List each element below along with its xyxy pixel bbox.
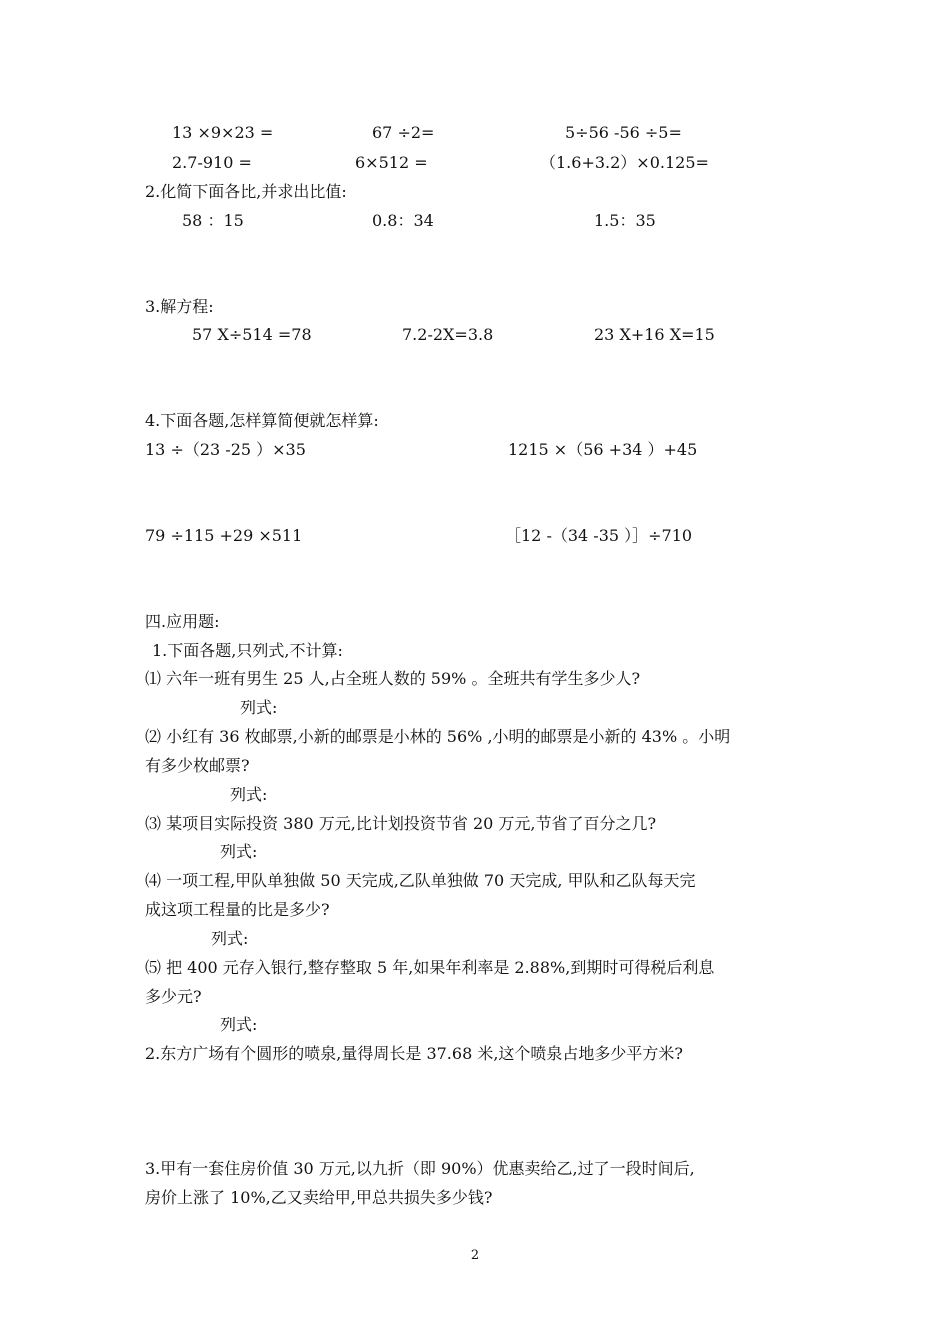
page-number: 2 [470,1248,480,1263]
problem-4-line-1: ⑷ 一项工程,甲队单独做 50 天完成,乙队单独做 70 天完成, 甲队和乙队每天完 [145,871,696,890]
application-q2: 2.东方广场有个圆形的喷泉,量得周长是 37.68 米,这个喷泉占地多少平方米? [145,1044,683,1063]
calc-1-2: 67 ÷2= [372,123,435,142]
simplify-3: 79 ÷115 +29 ×511 [145,526,303,545]
section4-title: 四.应用题: [145,612,220,631]
problem-5-line-2: 多少元? [145,987,202,1006]
problem-2-line-1: ⑵ 小红有 36 枚邮票,小新的邮票是小林的 56% ,小明的邮票是小新的 43% 。小明 [145,727,731,746]
problem-4-line-2: 成这项工程量的比是多少? [145,900,330,919]
section4-sub1-title: 1.下面各题,只列式,不计算: [152,641,343,660]
application-q3-line-1: 3.甲有一套住房价值 30 万元,以九折（即 90%）优惠卖给乙,过了一段时间后, [145,1159,695,1178]
problem-5-line-1: ⑸ 把 400 元存入银行,整存整取 5 年,如果年利率是 2.88%,到期时可得税后利息 [145,958,715,977]
simplify-2: 1215 ×（56 +34 ）+45 [508,440,698,459]
simplify-1: 13 ÷（23 -25 ）×35 [145,440,306,459]
problem-5-answer-label: 列式: [220,1015,258,1034]
ratio-1: 58 ：15 [182,211,244,230]
ratio-2: 0.8：34 [372,211,434,230]
application-q3-line-2: 房价上涨了 10%,乙又卖给甲,甲总共损失多少钱? [145,1188,493,1207]
problem-1-answer-label: 列式: [240,698,278,717]
equation-3: 23 X+16 X=15 [594,325,715,344]
q2-title: 2.化简下面各比,并求出比值: [145,182,347,201]
calc-1-3: 5÷56 -56 ÷5= [565,123,682,142]
problem-2-answer-label: 列式: [230,785,268,804]
problem-1-line-1: ⑴ 六年一班有男生 25 人,占全班人数的 59% 。全班共有学生多少人? [145,669,641,688]
simplify-4: ［12 -（34 -35 ）］÷710 [505,526,693,545]
problem-3-line-1: ⑶ 某项目实际投资 380 万元,比计划投资节省 20 万元,节省了百分之几? [145,814,657,833]
problem-4-answer-label: 列式: [211,929,249,948]
calc-1-1: 13 ×9×23 = [172,123,274,142]
problem-2-line-2: 有多少枚邮票? [145,756,250,775]
equation-2: 7.2-2X=3.8 [402,325,494,344]
q3-title: 3.解方程: [145,297,214,316]
q4-title: 4.下面各题,怎样算简便就怎样算: [145,411,379,430]
calc-2-2: 6×512 = [355,153,428,172]
problem-3-answer-label: 列式: [220,842,258,861]
calc-2-1: 2.7-910 = [172,153,252,172]
ratio-3: 1.5：35 [594,211,656,230]
calc-2-3: （1.6+3.2）×0.125= [540,153,709,172]
equation-1: 57 X÷514 =78 [192,325,312,344]
